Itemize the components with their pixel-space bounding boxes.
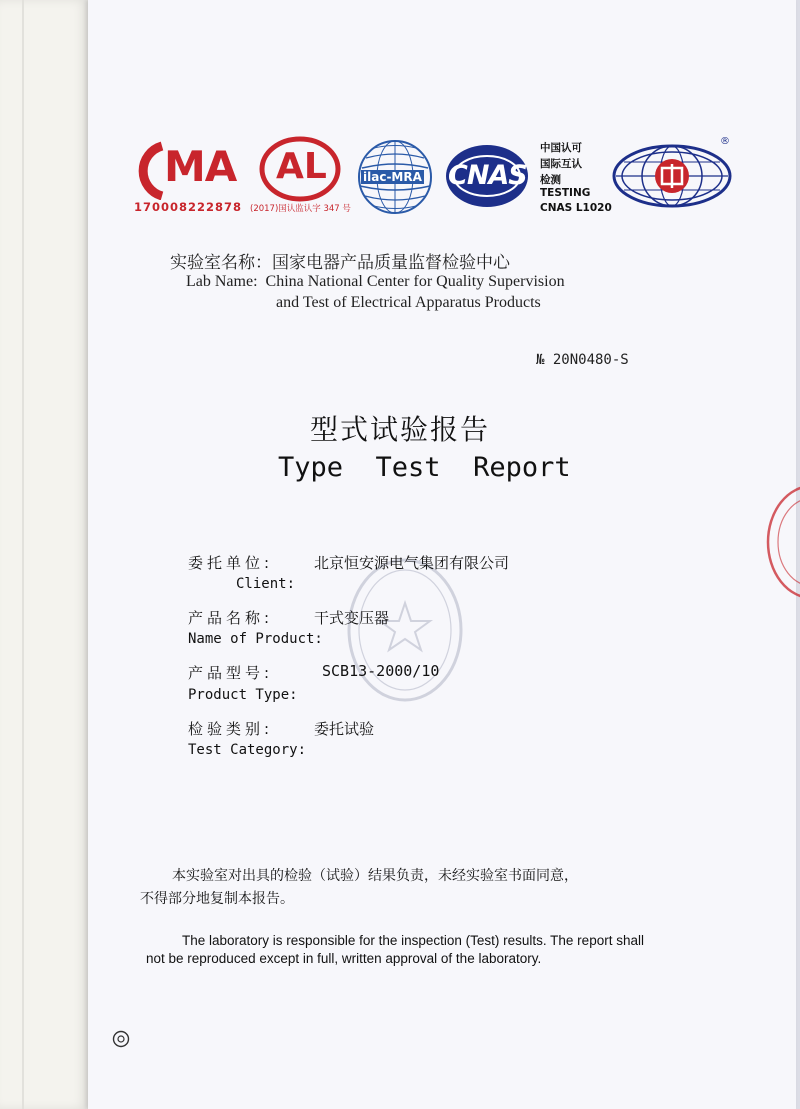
product-name-value: 干式变压器 [314, 609, 390, 627]
notice-en-line1: The laboratory is responsible for the inspection (Test) results. The report shall [182, 933, 644, 948]
product-type-label-en: Product Type: [188, 687, 298, 703]
cnas-testing: TESTING [540, 187, 591, 199]
globe-certification-logo [610, 136, 734, 210]
lab-name-en-line2: and Test of Electrical Apparatus Products [276, 294, 541, 311]
cma-number: 170008222878 [134, 200, 243, 214]
binding-edge [22, 0, 24, 1109]
cnas-cn-line2: 国际互认 [540, 158, 582, 170]
cnas-cn-line1: 中国认可 [540, 142, 582, 154]
product-name-label-en: Name of Product: [188, 631, 323, 647]
cnas-logo [444, 142, 530, 210]
cal-caption: (2017)国认监认字 347 号 [250, 204, 351, 214]
cal-logo-text: AL [276, 146, 327, 187]
cma-logo-text: MA [164, 142, 237, 191]
ilac-mra-logo [356, 138, 434, 216]
lab-name-en-line1 [186, 273, 565, 291]
test-category-value: 委托试验 [314, 720, 375, 738]
partial-red-seal [764, 482, 800, 606]
registered-mark: ® [720, 136, 730, 147]
lab-name-label: Lab Name: [186, 273, 258, 290]
notice-en-line2: not be reproduced except in full, written approval of the laboratory. [146, 951, 542, 966]
lab-name-value: China National Center for Quality Supervision [265, 273, 565, 290]
title-cn: 型式试验报告 [309, 413, 490, 446]
official-seal [345, 555, 465, 709]
product-type-label-cn: 产品型号: [188, 664, 274, 682]
client-label-cn: 委托单位: [188, 554, 274, 572]
cnas-cn-line3: 检测 [540, 174, 561, 186]
notice-cn-line2: 不得部分地复制本报告。 [140, 891, 294, 907]
ilac-logo-text: ilac-MRA [363, 170, 422, 184]
report-binding [0, 0, 88, 1109]
test-category-label-cn: 检验类别: [188, 720, 274, 738]
small-circle-mark-icon [112, 1030, 130, 1052]
cnas-logo-text: CNAS [448, 160, 527, 191]
product-type-value: SCB13-2000/10 [322, 662, 440, 680]
cal-logo [250, 136, 351, 214]
test-category-label-en: Test Category: [188, 742, 307, 758]
lab-name-cn: 实验室名称：国家电器产品质量监督检验中心 [170, 253, 510, 273]
product-name-label-cn: 产品名称: [188, 609, 274, 627]
client-value: 北京恒安源电气集团有限公司 [314, 554, 510, 572]
cnas-number: CNAS L1020 [540, 202, 612, 214]
report-number: № 20N0480-S [536, 352, 629, 368]
client-label-en: Client: [236, 576, 296, 592]
title-en: Type Test Report [278, 452, 571, 483]
notice-cn-line1: 本实验室对出具的检验（试验）结果负责，未经实验室书面同意， [172, 868, 578, 884]
cma-logo [134, 140, 244, 214]
